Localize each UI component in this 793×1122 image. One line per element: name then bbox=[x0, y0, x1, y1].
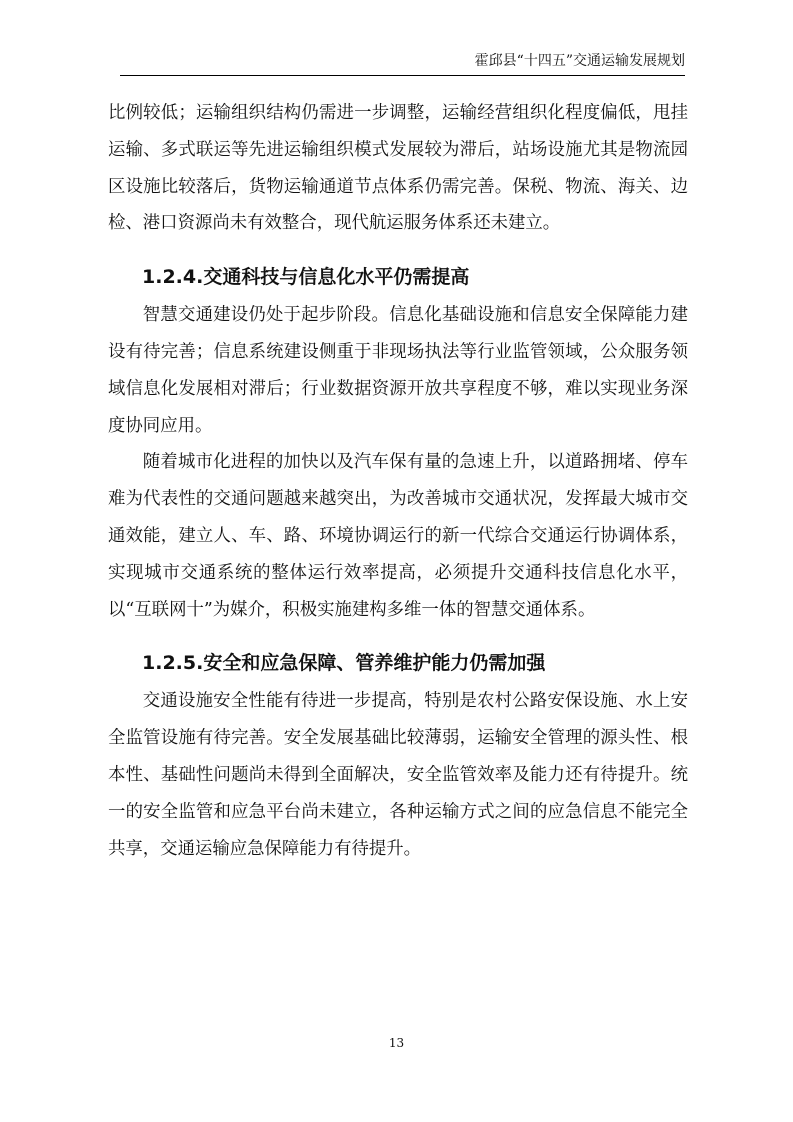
spacer bbox=[108, 628, 688, 644]
header-title: 霍邱县“十四五”交通运输发展规划 bbox=[474, 53, 685, 69]
continuation-paragraph: 比例较低；运输组织结构仍需进一步调整，运输经营组织化程度偏低，甩挂运输、多式联运等先进运输组织模式发展较为滞后，站场设施尤其是物流园区设施比较落后，货物运输通道节点体系仍需完善。保税、物流、海关、边检、港口资源尚未有效整合，现代航运服务体系还未建立。 bbox=[108, 103, 688, 234]
paragraph-1-2-4-a: 智慧交通建设仍处于起步阶段。信息化基础设施和信息安全保障能力建设有待完善；信息系统建设侧重于非现场执法等行业监管领域，公众服务领域信息化发展相对滞后；行业数据资源开放共享程度不够，难以实现业务深度协同应用。 bbox=[108, 305, 688, 436]
section-heading-1-2-4: 1.2.4.交通科技与信息化水平仍需提高 bbox=[142, 266, 470, 289]
header-rule bbox=[120, 75, 685, 76]
page-number: 13 bbox=[388, 1036, 405, 1050]
page-body bbox=[108, 95, 688, 867]
section-heading-1-2-5: 1.2.5.安全和应急保障、管养维护能力仍需加强 bbox=[142, 652, 546, 675]
page-footer bbox=[0, 1035, 793, 1051]
spacer bbox=[108, 242, 688, 258]
paragraph-1-2-5-a: 交通设施安全性能有待进一步提高，特别是农村公路安保设施、水上安全监管设施有待完善。安全发展基础比较薄弱，运输安全管理的源头性、根本性、基础性问题尚未得到全面解决，安全监管效率及能力还有待提升。统一的安全监管和应急平台尚未建立，各种运输方式之间的应急信息不能完全共享，交通运输应急保障能力有待提升。 bbox=[108, 691, 688, 859]
paragraph-1-2-4-b: 随着城市化进程的加快以及汽车保有量的急速上升，以道路拥堵、停车难为代表性的交通问题越来越突出，为改善城市交通状况，发挥最大城市交通效能，建立人、车、路、环境协调运行的新一代综合交通运行协调体系，实现城市交通系统的整体运行效率提高，必须提升交通科技信息化水平，以“互联网十”为媒介，积极实施建构多维一体的智慧交通体系。 bbox=[108, 452, 688, 620]
running-header bbox=[120, 50, 685, 72]
